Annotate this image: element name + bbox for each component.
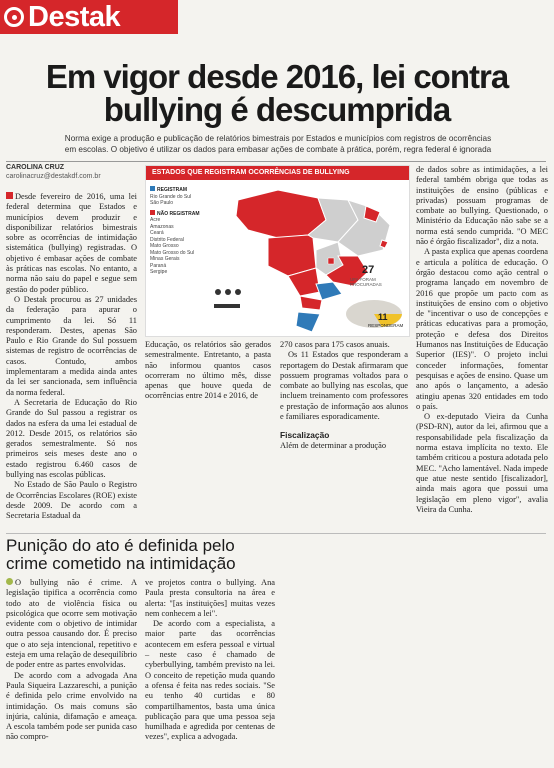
illustration-person-icon (235, 289, 241, 295)
map-region-parana (300, 296, 322, 310)
infographic (145, 165, 410, 337)
illustration-person-icon (225, 289, 231, 295)
legend-registram-item: São Paulo (150, 200, 174, 206)
legend-item: Amazonas (150, 223, 174, 230)
byline-author: CAROLINA CRUZ (6, 164, 65, 171)
logo-circle-icon (4, 7, 24, 27)
lead-dot-icon (6, 578, 13, 585)
infographic-title: ESTADOS QUE REGISTRAM OCORRÊNCIAS DE BULLYING (146, 166, 409, 180)
legend-registram-label: REGISTRAM (157, 187, 187, 193)
infographic-legend (150, 186, 212, 276)
col1-paragraph: O Destak procurou as 27 unidades da federação para apurar o cumprimento da lei. Só 11 responderam. Destes, apenas São Paulo e Rio Grande do Sul possuem sistemas de registro de ocorrências de casos. Contudo, ambos implementaram a medida ainda antes da lei ser sancionada, sem influência da norma federal. (6, 294, 137, 397)
legend-item: Acre (150, 217, 161, 223)
divider (6, 161, 546, 162)
article-column-3 (280, 340, 408, 451)
legend-item: Minas Gerais (150, 256, 180, 262)
map-region-rio-grande-do-sul (296, 312, 320, 332)
section2-column-2 (145, 578, 275, 743)
legend-swatch-red (150, 210, 155, 215)
headline (0, 60, 554, 126)
byline (6, 163, 101, 181)
section2-headline (6, 537, 546, 573)
headline-line-1: Em vigor desde 2016, lei contra (45, 58, 509, 95)
subheading-fiscalizacao: Fiscalização (280, 430, 330, 441)
article-column-2 (145, 340, 271, 402)
col3-paragraph: 270 casos para 175 casos anuais. (280, 340, 390, 349)
map-region-sao-paulo (316, 282, 342, 300)
col4-paragraph: de dados sobre as intimidações, a lei federal também obriga que todas as instituições de ensino (públicas e privadas) possuam programas de combate ao bullying. Questionado, o Ministério da Educação não sabe se a norma está sendo cumprida. "O MEC não é órgão fiscalizador", diz a nota. (416, 165, 548, 247)
lead-square-icon (6, 192, 13, 199)
responded-number: 11 (378, 312, 388, 322)
section-divider (6, 533, 546, 534)
legend-item: Ceará (150, 230, 164, 236)
responded-label: RESPONDERAM (368, 323, 404, 328)
legend-registram-item: Rio Grande do Sul (150, 193, 192, 200)
col4-paragraph: O ex-deputado Vieira da Cunha (PSD-RN), autor da lei, afirmou que a responsabilidade pela fiscalização da norma estava implícita no texto. Ele também criticou a postura adotada pelo MEC. "Acho lamentável. Nada impede que atue neste sentido [fiscalizador], ainda mais agora que possui uma legislação em pleno vigor", avalia Vieira da Cunha. (416, 412, 548, 514)
section2-headline-line-1: Punição do ato é definida pelo (6, 536, 235, 555)
col1-paragraph: Desde fevereiro de 2016, uma lei federal determina que Estados e municípios devem produzir e disponibilizar relatórios bimestrais sobre as ocorrências de intimidação sistemática (bullying) registradas. O objetivo é embasar ações de combate às práticas nas escolas. No entanto, a norma não saiu do papel e segue sem gestão do poder público. (6, 192, 137, 294)
legend-item: Mato Grosso do Sul (150, 249, 195, 256)
section2-column-1 (6, 578, 137, 743)
illustration-desk (214, 304, 240, 308)
legend-nao-registram-label: NÃO REGISTRAM (157, 210, 200, 217)
col3-paragraph: Além de determinar a produção (280, 440, 387, 450)
illustration-person-icon (215, 289, 221, 295)
map-region-df (328, 258, 334, 264)
legend-item: Mato Grosso (150, 243, 179, 249)
section2-paragraph: De acordo com a especialista, a maior parte das ocorrências acontecem em esfera pessoal e virtual – neste caso é chamado de cyberbullying, também previsto na lei. O conceito de repetição muda quando a ofensa é feita nas redes sociais. "Se eu tenho 40 curtidas e 80 compartilhamentos, basta uma única publicação para que uma pessoa seja humilhada e agredida por centenas de vezes", explica a advogada. (145, 619, 275, 742)
legend-item: Sergipe (150, 269, 168, 275)
map-region-sergipe (380, 240, 388, 248)
total-number: 27 (362, 264, 375, 276)
col2-paragraph: Educação, os relatórios são gerados semestralmente. Entretanto, a pasta não informou quantos casos ocorreram no último mês, disse apenas que houve queda de ocorrências entre 2014 e 2016, de (145, 340, 271, 401)
section2-paragraph: ve projetos contra o bullying. Ana Paula presta consultoria na área e alerta: "[as instituições] muitas vezes nem conhecem a lei". (145, 578, 275, 618)
legend-item: Paraná (150, 262, 167, 269)
section2-paragraph: De acordo com a advogada Ana Paula Siqueira Lazzareschi, a punição é definida pelo crime envolvido na intimidação. Os mais comuns são injúria, calúnia, difamação e ameaça. A escola também pode ser punida caso não compro- (6, 670, 137, 742)
total-label: UFs FORAM PROCURADAS (350, 277, 382, 287)
section2-headline-line-2: crime cometido na intimidação (6, 554, 236, 573)
legend-item: Distrito Federal (150, 236, 184, 243)
col3-paragraph: Os 11 Estados que responderam a reportagem do Destak afirmaram que possuem programas voltados para o combate ao bullying nas escolas, que incluem treinamento com professores e prestação de informação aos alunos e familiares esporadicamente. (280, 350, 408, 422)
col4-paragraph: A pasta explica que apenas coordena e articula a política de educação. O órgão destacou como ação central o programa lançado em novembro de 2016 que propõe um pacto com as instituições de ensino com o objetivo de "incentivar o uso de concepções e práticas educativas para a promoção, proteção e defesa dos Direitos Humanos nas Instituições de Educação Superior (IES)". O projeto inclui conceder informações, fomentar pesquisas e ações de ensino. Quase um ano após o lançamento, a adesão atingiu apenas 320 entidades em todo o país. (416, 247, 548, 411)
deck: Norma exige a produção e publicação de relatórios bimestrais por Estados e municípios com registros de ocorrências em escolas. O objetivo é utilizar os dados para embasar ações de combate à prática, porém, regra federal é ignorada (64, 134, 492, 154)
headline-line-2: bullying é descumprida (103, 91, 451, 128)
article-column-1 (6, 192, 137, 522)
logo-wordmark: Destak (28, 0, 121, 33)
destak-logo (0, 0, 178, 34)
article-column-4 (416, 165, 548, 515)
section2-paragraph: O bullying não é crime. A legislação tipifica a ocorrência como todo ato de violência física ou psicológica que ocorre sem motivação evidente com o objetivo de intimidar outra pessoa causando dor. É preciso que o ato seja intencional, repetitivo e esteja em uma relação de desequilíbrio de poder entre as partes envolvidas. (6, 578, 137, 670)
byline-email: carolinacruz@destakdf.com.br (6, 173, 101, 180)
col1-paragraph: No Estado de São Paulo o Registro de Ocorrências Escolares (ROE) existe desde 2009. De acordo com a Secretaria Estadual da (6, 480, 137, 521)
legend-swatch-blue (150, 186, 155, 191)
col1-paragraph: A Secretaria de Educação do Rio Grande do Sul passou a registrar os dados na esfera da uma lei estadual de 2012. Desde 2015, os relatórios são gerados semestralmente. Só nos primeiros seis meses deste ano o estado registrou 6.460 casos de bullying nas escolas públicas. (6, 397, 137, 480)
